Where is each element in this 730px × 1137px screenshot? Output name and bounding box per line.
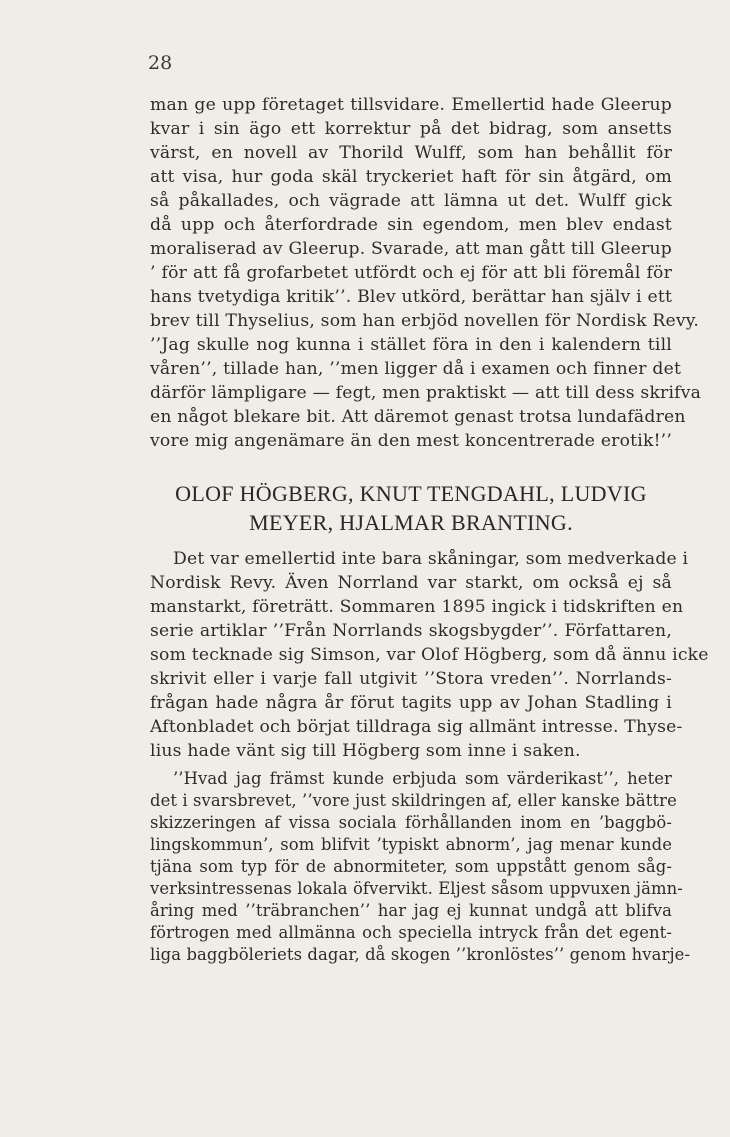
text-line: verksintressenas lokala öfvervikt. Eljest såsom uppvuxen jämn- xyxy=(150,879,683,898)
text-line: våren’’, tillade han, ’’men ligger då i examen och finner det xyxy=(150,359,682,379)
text-line: Aftonbladet och börjat tilldraga sig allmänt intresse. Thyse- xyxy=(150,717,683,737)
text-line: så påkallades, och vägrade att lämna ut det. Wulff gick xyxy=(150,191,672,211)
text-line: värst, en novell av Thorild Wulff, som han behållit för xyxy=(150,143,672,163)
text-line: serie artiklar ’’Från Norrlands skogsbygder’’. Författaren, xyxy=(150,621,672,641)
text-line: frågan hade några år förut tagits upp av Johan Stadling i xyxy=(150,693,672,713)
text-line: åring med ’’träbranchen’’ har jag ej kunnat undgå att blifva xyxy=(150,901,672,920)
text-line: kvar i sin ägo ett korrektur på det bidrag, som ansetts xyxy=(150,119,672,139)
text-line: liga baggböleriets dagar, då skogen ’’kronlöstes’’ genom hvarje- xyxy=(150,945,691,964)
text-line: det i svarsbrevet, ’’vore just skildringen af, eller kanske bättre xyxy=(150,791,677,810)
text-line: en något blekare bit. Att däremot genast trotsa lundafädren xyxy=(150,407,686,427)
text-line: lingskommun’, som blifvit ’typiskt abnorm’, jag menar kunde xyxy=(150,835,672,854)
text-line: därför lämpligare — fegt, men praktiskt — att till dess skrifva xyxy=(150,383,702,403)
text-line: manstarkt, företrätt. Sommaren 1895 ingick i tidskriften en xyxy=(150,597,684,617)
text-line: att visa, hur goda skäl tryckeriet haft för sin åtgärd, om xyxy=(150,167,672,187)
heading-line: OLOF HÖGBERG, KNUT TENGDAHL, LUDVIG xyxy=(175,481,647,506)
heading-line: MEYER, HJALMAR BRANTING. xyxy=(249,510,573,535)
text-line: lius hade vänt sig till Högberg som inne i saken. xyxy=(150,741,581,761)
text-line: hans tvetydiga kritik’’. Blev utkörd, berättar han själv i ett xyxy=(150,287,673,307)
text-line: förtrogen med allmänna och speciella intryck från det egent- xyxy=(150,923,672,942)
text-line: skrivit eller i varje fall utgivit ’’Stora vreden’’. Norrlands- xyxy=(150,669,672,689)
text-line: skizzeringen af vissa sociala förhållanden inom en ’baggbö- xyxy=(150,813,672,832)
page-number: 28 xyxy=(148,52,173,74)
text-line: ’ för att få grofarbetet utfördt och ej för att bli föremål för xyxy=(150,263,672,283)
text-line: tjäna som typ för de abnormiteter, som uppstått genom såg- xyxy=(150,857,672,876)
text-line: Det var emellertid inte bara skåningar, som medverkade i xyxy=(173,549,689,569)
text-line: som tecknade sig Simson, var Olof Högberg, som då ännu icke xyxy=(150,645,709,665)
text-line: ’’Jag skulle nog kunna i stället föra in den i kalendern till xyxy=(150,335,672,355)
text-line: moraliserad av Gleerup. Svarade, att man gått till Gleerup xyxy=(150,239,672,259)
text-line: vore mig angenämare än den mest koncentrerade erotik!’’ xyxy=(150,431,673,451)
text-line: brev till Thyselius, som han erbjöd novellen för Nordisk Revy. xyxy=(150,311,700,331)
text-line: man ge upp företaget tillsvidare. Emellertid hade Gleerup xyxy=(150,95,672,115)
text-line: ’’Hvad jag främst kunde erbjuda som värderikast’’, heter xyxy=(173,769,672,788)
text-line: då upp och återfordrade sin egendom, men blev endast xyxy=(150,215,672,235)
text-line: Nordisk Revy. Även Norrland var starkt, om också ej så xyxy=(150,573,672,593)
